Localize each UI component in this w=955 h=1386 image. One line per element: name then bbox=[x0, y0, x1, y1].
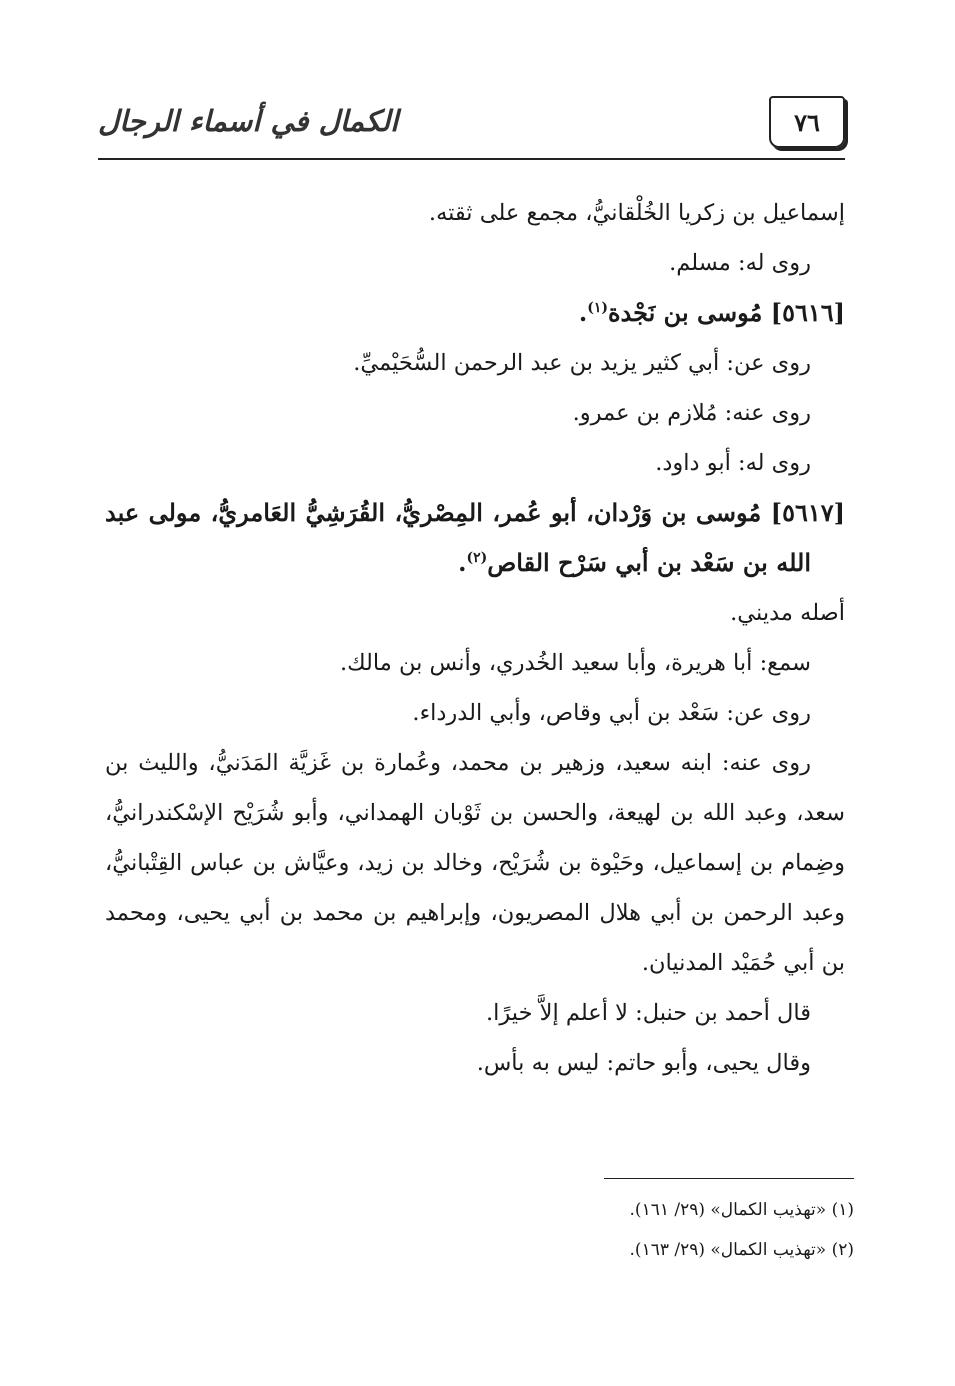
footnotes bbox=[354, 1190, 854, 1270]
text-line: وقال يحيى، وأبو حاتم: ليس به بأس. bbox=[476, 1050, 811, 1076]
entry-title-end: . bbox=[458, 548, 467, 577]
text-line: روى عنه: مُلازم بن عمرو. bbox=[572, 400, 811, 426]
text-line: روى عن: سَعْد بن أبي وقاص، وأبي الدرداء. bbox=[412, 700, 811, 726]
text-line: قال أحمد بن حنبل: لا أعلم إلاَّ خيرًا. bbox=[485, 1000, 811, 1026]
text-line: إسماعيل بن زكريا الخُلْقانيُّ، مجمع على ثقته. bbox=[428, 200, 845, 226]
narrators-paragraph: روى عنه: ابنه سعيد، وزهير بن محمد، وعُمارة بن غَزيَّة المَدَنيُّ، والليث بن سعد، وعبد الله بن لهيعة، والحسن بن ثَوْبان الهمداني، وأبو شُرَيْح الإسْكندرانيُّ، وضِمام بن إسماعيل، وحَيْوة بن شُرَيْح، وخالد بن زيد، وعيَّاش بن عباس القِتْبانيُّ، وعبد الرحمن بن أبي هلال المصريون، وإبراهيم بن محمد بن أبي يحيى، ومحمد بن أبي حُمَيْد المدنيان. bbox=[105, 750, 845, 976]
footnote-marker: (٢) bbox=[466, 550, 488, 566]
text-line: روى له: أبو داود. bbox=[655, 450, 811, 476]
text-line: أصله مديني. bbox=[730, 600, 845, 626]
entry-title-text: [٥٦١٧] مُوسى بن وَرْدان، أبو عُمر، المِصْريُّ، القُرَشِيُّ العَامريُّ، مولى عبد الله بن سَعْد بن أبي سَرْح القاص bbox=[105, 498, 845, 577]
text-line: روى له: مسلم. bbox=[669, 250, 811, 276]
entry-title bbox=[105, 288, 845, 338]
main-text bbox=[105, 188, 845, 1088]
page-header bbox=[98, 96, 845, 160]
entry-title-text: [٥٦١٦] مُوسى بن نَجْدة bbox=[607, 298, 845, 327]
page-number: ٧٦ bbox=[769, 96, 845, 148]
footnote-marker: (١) bbox=[587, 300, 608, 316]
entry-title-end: . bbox=[578, 298, 588, 327]
text-line: سمع: أبا هريرة، وأبا سعيد الخُدري، وأنس بن مالك. bbox=[339, 650, 811, 676]
footnote: (١) «تهذيب الكمال» (٢٩/ ١٦١). bbox=[629, 1200, 854, 1220]
text-line: روى عن: أبي كثير يزيد بن عبد الرحمن السُّحَيْميِّ. bbox=[353, 350, 811, 376]
running-title: الكمال في أسماء الرجال bbox=[98, 104, 399, 138]
footnote: (٢) «تهذيب الكمال» (٢٩/ ١٦٣). bbox=[629, 1240, 854, 1260]
entry-title bbox=[105, 488, 845, 588]
footnote-divider bbox=[604, 1178, 854, 1179]
